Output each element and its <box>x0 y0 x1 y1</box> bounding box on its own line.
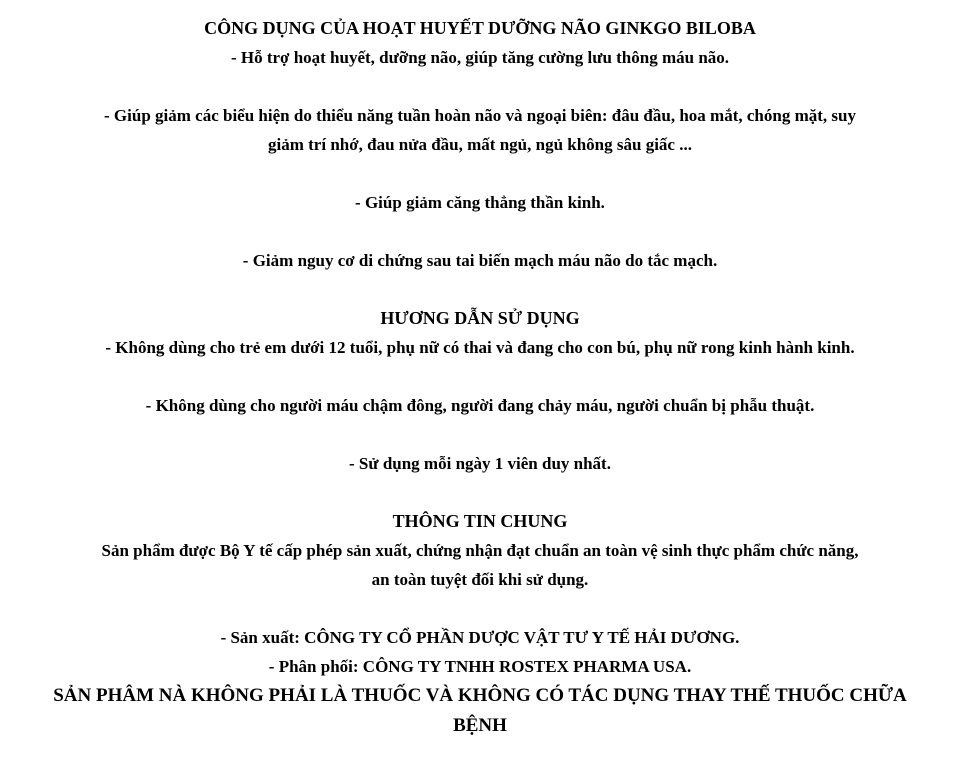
doc-title: CÔNG DỤNG CỦA HOẠT HUYẾT DƯỠNG NÃO GINKGO BILOBA <box>204 18 756 38</box>
usage-lieu-dung: - Sử dụng mỗi ngày 1 viên duy nhất. <box>349 454 611 473</box>
benefit-trieu-chung-line2: giảm trí nhớ, đau nửa đầu, mất ngủ, ngủ không sâu giấc ... <box>268 135 692 154</box>
manufacturer-line: - Sản xuất: CÔNG TY CỔ PHẦN DƯỢC VẬT TƯ Y TẾ HẢI DƯƠNG. <box>220 628 740 647</box>
info-giay-phep-line2: an toàn tuyệt đối khi sử dụng. <box>371 570 589 589</box>
heading-thong-tin-chung: THÔNG TIN CHUNG <box>392 511 568 531</box>
disclaimer-line2: BỆNH <box>453 715 507 736</box>
benefit-tai-bien: - Giảm nguy cơ di chứng sau tai biến mạch máu não do tắc mạch. <box>242 251 718 270</box>
info-giay-phep-line1: Sản phẩm được Bộ Y tế cấp phép sản xuất, chứng nhận đạt chuẩn an toàn vệ sinh thực phẩm chức năng, <box>101 541 859 560</box>
usage-mau-cham-dong: - Không dùng cho người máu chậm đông, người đang chảy máu, người chuẩn bị phẫu thuật. <box>145 396 815 415</box>
usage-tre-em: - Không dùng cho trẻ em dưới 12 tuổi, phụ nữ có thai và đang cho con bú, phụ nữ rong kinh hành kinh. <box>105 338 855 357</box>
benefit-hoat-huyet: - Hỗ trợ hoạt huyết, dưỡng não, giúp tăng cường lưu thông máu não. <box>230 48 730 67</box>
heading-huong-dan-su-dung: HƯƠNG DẪN SỬ DỤNG <box>380 308 580 328</box>
distributor-line: - Phân phối: CÔNG TY TNHH ROSTEX PHARMA USA. <box>268 657 692 676</box>
disclaimer-line1: SẢN PHÂM NÀ KHÔNG PHẢI LÀ THUỐC VÀ KHÔNG CÓ TÁC DỤNG THAY THẾ THUỐC CHỮA <box>53 685 907 706</box>
benefit-cang-thang: - Giúp giảm căng thẳng thần kinh. <box>355 193 605 212</box>
benefit-trieu-chung-line1: - Giúp giảm các biểu hiện do thiểu năng tuần hoàn não và ngoại biên: đâu đầu, hoa mắt, chóng mặt, suy <box>104 106 856 125</box>
